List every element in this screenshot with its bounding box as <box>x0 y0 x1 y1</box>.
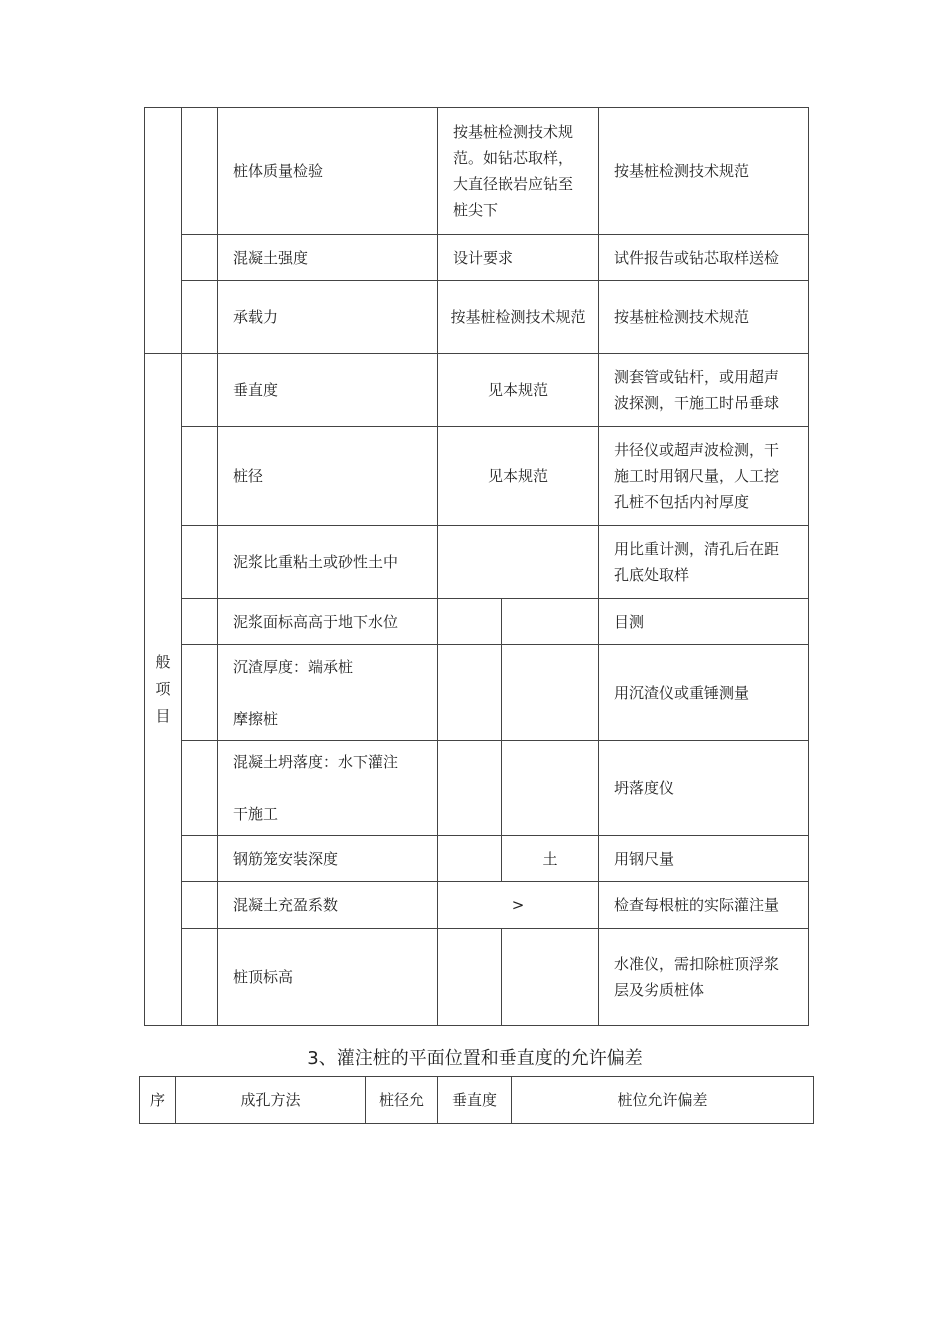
table-row <box>145 354 809 427</box>
item-cell: 钢筋笼安装深度 <box>218 836 438 882</box>
table-row <box>145 645 809 741</box>
seq-cell <box>182 354 218 427</box>
value-cell <box>502 741 599 836</box>
item-cell: 混凝土强度 <box>218 235 438 281</box>
category-cell-main <box>145 108 182 354</box>
item-cell: 垂直度 <box>218 354 438 427</box>
seq-cell <box>182 235 218 281</box>
seq-cell <box>182 836 218 882</box>
seq-cell <box>182 281 218 354</box>
header-diameter: 桩径允 <box>366 1077 438 1124</box>
method-cell: 目测 <box>599 599 809 645</box>
table-row <box>145 427 809 526</box>
table-row <box>145 882 809 929</box>
quality-inspection-table <box>144 107 809 1026</box>
seq-cell <box>182 645 218 741</box>
method-cell: 水准仪，需扣除桩顶浮浆 层及劣质桩体 <box>599 929 809 1026</box>
standard-cell: 按基桩检测技术规范 <box>438 281 599 354</box>
method-cell: 测套管或钻杆，或用超声 波探测，干施工时吊垂球 <box>599 354 809 427</box>
table-row <box>145 599 809 645</box>
value-cell: 土 <box>502 836 599 882</box>
value-cell <box>502 645 599 741</box>
table-row <box>145 741 809 836</box>
item-cell: 沉渣厚度：端承桩 摩擦桩 <box>218 645 438 741</box>
table-header-row <box>140 1077 814 1124</box>
method-cell: 按基桩检测技术规范 <box>599 281 809 354</box>
seq-cell <box>182 108 218 235</box>
item-cell: 泥浆面标高高于地下水位 <box>218 599 438 645</box>
header-position: 桩位允许偏差 <box>512 1077 814 1124</box>
table-row <box>145 836 809 882</box>
unit-cell <box>438 741 502 836</box>
header-method: 成孔方法 <box>176 1077 366 1124</box>
seq-cell <box>182 526 218 599</box>
category-cell-general: 般 项 目 <box>145 354 182 1026</box>
standard-cell <box>438 526 599 599</box>
standard-cell: 见本规范 <box>438 427 599 526</box>
standard-cell: 按基桩检测技术规 范。如钻芯取样， 大直径嵌岩应钻至 桩尖下 <box>438 108 599 235</box>
method-cell: 井径仪或超声波检测，干 施工时用钢尺量，人工挖 孔桩不包括内衬厚度 <box>599 427 809 526</box>
table-row <box>145 108 809 235</box>
value-cell <box>502 599 599 645</box>
header-seq: 序 <box>140 1077 176 1124</box>
seq-cell <box>182 929 218 1026</box>
standard-cell: 设计要求 <box>438 235 599 281</box>
item-cell: 桩顶标高 <box>218 929 438 1026</box>
table-row <box>145 929 809 1026</box>
table-row <box>145 526 809 599</box>
item-cell: 混凝土充盈系数 <box>218 882 438 929</box>
standard-cell: 见本规范 <box>438 354 599 427</box>
seq-cell <box>182 741 218 836</box>
item-cell: 承载力 <box>218 281 438 354</box>
item-cell: 桩体质量检验 <box>218 108 438 235</box>
method-cell: 按基桩检测技术规范 <box>599 108 809 235</box>
seq-cell <box>182 882 218 929</box>
seq-cell <box>182 427 218 526</box>
standard-cell: > <box>438 882 599 929</box>
unit-cell <box>438 929 502 1026</box>
unit-cell <box>438 645 502 741</box>
value-cell <box>502 929 599 1026</box>
header-verticality: 垂直度 <box>438 1077 512 1124</box>
method-cell: 坍落度仪 <box>599 741 809 836</box>
item-cell: 泥浆比重粘土或砂性土中 <box>218 526 438 599</box>
method-cell: 用沉渣仪或重锤测量 <box>599 645 809 741</box>
table-row <box>145 235 809 281</box>
seq-cell <box>182 599 218 645</box>
item-cell: 混凝土坍落度：水下灌注 干施工 <box>218 741 438 836</box>
method-cell: 用钢尺量 <box>599 836 809 882</box>
deviation-table <box>139 1076 814 1124</box>
method-cell: 检查每根桩的实际灌注量 <box>599 882 809 929</box>
method-cell: 试件报告或钻芯取样送检 <box>599 235 809 281</box>
method-cell: 用比重计测，清孔后在距 孔底处取样 <box>599 526 809 599</box>
unit-cell <box>438 599 502 645</box>
section-title: 3、灌注桩的平面位置和垂直度的允许偏差 <box>307 1048 643 1069</box>
unit-cell <box>438 836 502 882</box>
table-row <box>145 281 809 354</box>
item-cell: 桩径 <box>218 427 438 526</box>
